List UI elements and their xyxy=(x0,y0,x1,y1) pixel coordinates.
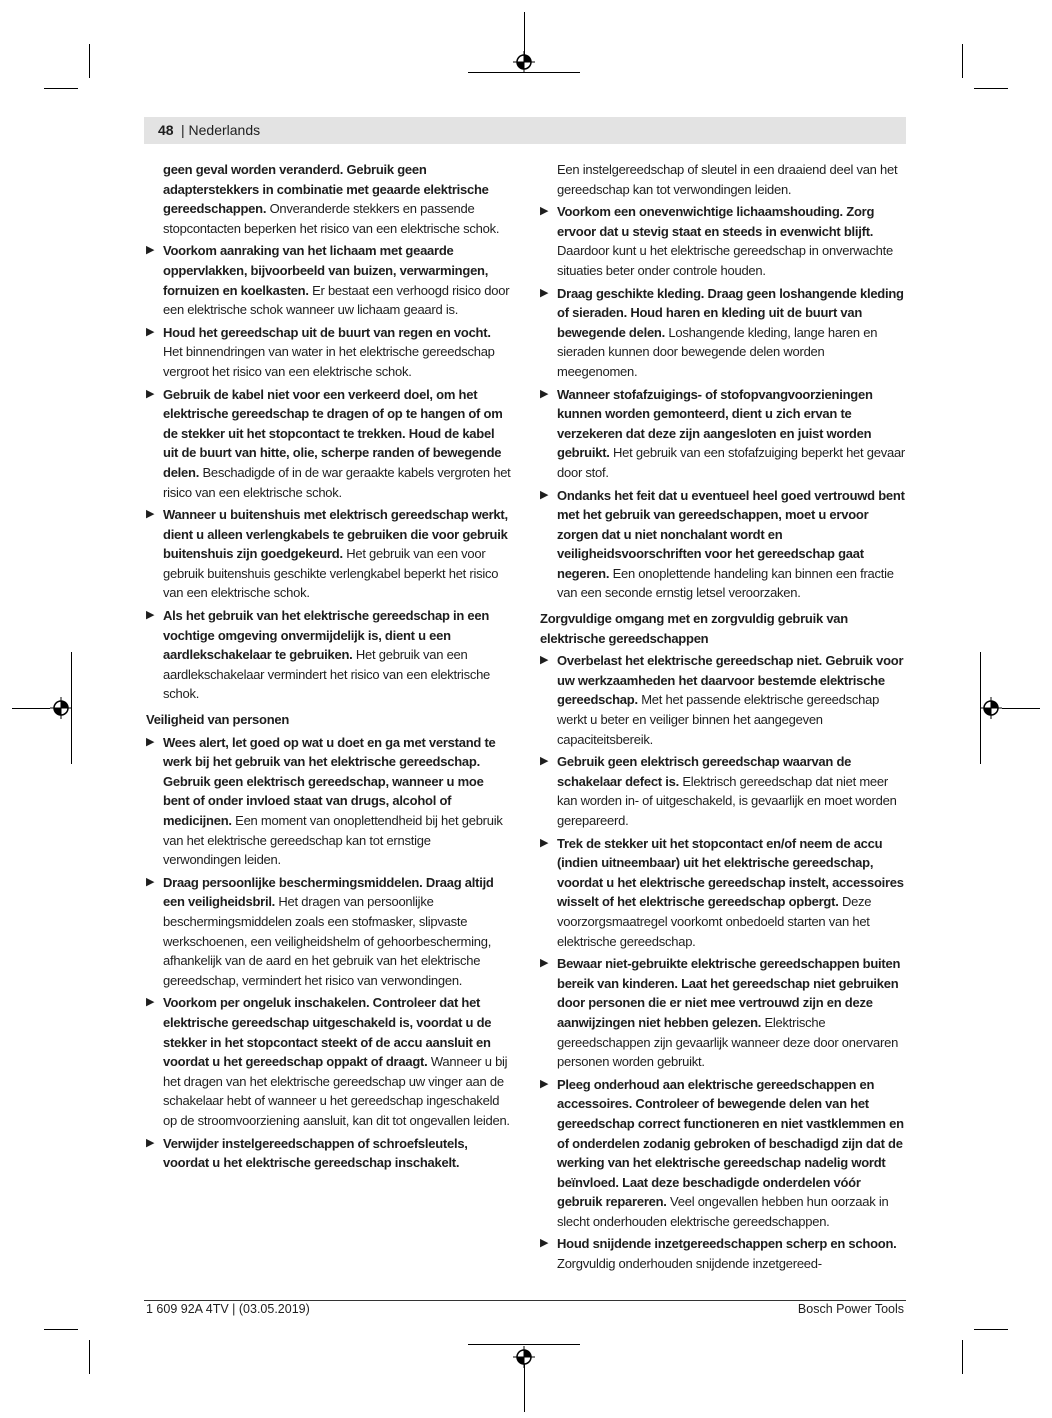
bullet-triangle-icon: ▶ xyxy=(540,1077,549,1090)
list-item: ▶ Voorkom een onevenwichtige lichaamshouding. Zorg ervoor dat u stevig staat en steeds in evenwicht blijft. Daardoor kunt u het elektrische gereedschap in onverwachte situaties beter onder controle houden. xyxy=(540,204,893,278)
bullet-triangle-icon: ▶ xyxy=(540,488,549,501)
bullet-triangle-icon: ▶ xyxy=(146,508,155,521)
continued-paragraph: geen geval worden veranderd. Gebruik geen adapterstekkers in combinatie met geaarde elektrische gereedschappen. Onveranderde stekkers en passende stopcontacten beperken het risico van een elektrische schok. xyxy=(163,162,500,236)
section-heading: Zorgvuldige omgang met en zorgvuldig gebruik van elektrische gereedschappen xyxy=(540,611,848,646)
crop-mark xyxy=(962,1340,963,1374)
crop-mark xyxy=(974,1329,1008,1330)
bullet-triangle-icon: ▶ xyxy=(540,836,549,849)
bullet-triangle-icon: ▶ xyxy=(540,654,549,667)
list-item: ▶ Wanneer stofafzuigings- of stofopvangvoorzieningen kunnen worden gemonteerd, dient u zich ervan te verzekeren dat deze zijn aangesloten en juist worden gebruikt. Het gebruik van een stofafzuiging beperkt het gevaar door stof. xyxy=(540,386,906,480)
left-column xyxy=(146,160,511,1176)
list-item: ▶ Voorkom aanraking van het lichaam met geaarde oppervlakken, bijvoorbeeld van buizen, verwarmingen, fornuizen en koelkasten. Er bestaat een verhoogd risico door een elektrische schok wanneer uw lichaam geaard is. xyxy=(146,243,510,318)
list-item: ▶ Trek de stekker uit het stopcontact en/of neem de accu (indien uitneembaar) uit het elektrische gereedschap, voordat u het elektrische gereedschap instelt, accessoires wisselt of het elektrische gereedschap opbergt. Deze voorzorgsmaatregel voorkomt onbedoeld starten van het elektrische gereedschap. xyxy=(540,835,904,949)
page-language: | Nederlands xyxy=(181,122,261,138)
registration-target-icon xyxy=(980,697,1002,719)
page-number: 48 xyxy=(158,122,174,138)
registration-target-icon xyxy=(513,1346,535,1368)
crop-mark xyxy=(89,1340,90,1374)
registration-line xyxy=(524,1364,525,1412)
bullet-triangle-icon: ▶ xyxy=(146,735,155,748)
list-item: ▶ Ondanks het feit dat u eventueel heel goed vertrouwd bent met het gebruik van gereedschappen, moet u ervoor zorgen dat u niet nonchalant wordt en veiligheidsvoorschriften voor het gereedschap gaat negeren. Een onoplettende handeling kan binnen een fractie van een seconde ernstig letsel veroorzaken. xyxy=(540,487,905,601)
bullet-triangle-icon: ▶ xyxy=(540,755,549,768)
bullet-triangle-icon: ▶ xyxy=(540,205,549,218)
list-item: ▶ Pleeg onderhoud aan elektrische gereedschappen en accessoires. Controleer of bewegende delen van het gereedschap correct functioneren en niet vastklemmen en of onderdelen zodanig gebroken of beschadigd zijn dat de werking van het elektrische gereedschap nadelig wordt beïnvloed. Laat deze beschadigde onderdelen vóór gebruik repareren. Veel ongevallen hebben hun oorzaak in slecht onderhouden elektrische gereedschappen. xyxy=(540,1076,904,1229)
bullet-triangle-icon: ▶ xyxy=(146,387,155,400)
registration-line xyxy=(12,708,50,709)
list-item: ▶ Wanneer u buitenshuis met elektrisch gereedschap werkt, dient u alleen verlengkabels te gebruiken die voor gebruik buitenshuis zijn goedgekeurd. Het gebruik van een voor gebruik buitenshuis geschikte verlengkabel beperkt het risico van een elektrische schok. xyxy=(146,507,508,601)
list-item: ▶ Verwijder instelgereedschappen of schroefsleutels, voordat u het elektrische gereedschap inschakelt. xyxy=(146,1135,468,1171)
bullet-triangle-icon: ▶ xyxy=(146,1136,155,1149)
bullet-triangle-icon: ▶ xyxy=(146,609,155,622)
crop-mark xyxy=(44,1329,78,1330)
list-item: ▶ Gebruik de kabel niet voor een verkeerd doel, om het elektrische gereedschap te dragen of op te hangen of om de stekker uit het stopcontact te trekken. Houd de kabel uit de buurt van hitte, olie, scherpe randen of bewegende delen. Beschadigde of in de war geraakte kabels vergroten het risico van een elektrische schok. xyxy=(146,386,511,500)
page-header xyxy=(144,117,906,144)
footer-brand: Bosch Power Tools xyxy=(797,1302,904,1316)
crop-mark xyxy=(962,44,963,78)
list-item: ▶ Overbelast het elektrische gereedschap niet. Gebruik voor uw werkzaamheden het daarvoor bestemde elektrische gereedschap. Met het passende elektrische gereedschap werkt u beter en veiliger binnen het aangegeven capaciteitsbereik. xyxy=(540,653,904,747)
crop-mark xyxy=(89,44,90,78)
bullet-triangle-icon: ▶ xyxy=(540,957,549,970)
bullet-triangle-icon: ▶ xyxy=(540,286,549,299)
list-item: ▶ Bewaar niet-gebruikte elektrische gereedschappen buiten bereik van kinderen. Laat het gereedschap niet gebruiken door personen die er niet mee vertrouwd zijn en deze aanwijzingen niet hebben gelezen. Elektrische gereedschappen zijn gevaarlijk wanneer deze door onervaren personen worden gebruikt. xyxy=(540,956,901,1070)
list-item: ▶ Houd het gereedschap uit de buurt van regen en vocht. Het binnendringen van water in het elektrische gereedschap vergroot het risico van een elektrische schok. xyxy=(146,324,495,379)
registration-target-icon xyxy=(50,697,72,719)
section-heading: Veiligheid van personen xyxy=(146,712,290,728)
continued-paragraph: Een instelgereedschap of sleutel in een draaiend deel van het gereedschap kan tot verwondingen leiden. xyxy=(557,162,898,197)
list-item: ▶ Draag geschikte kleding. Draag geen loshangende kleding of sieraden. Houd haren en kleding uit de buurt van bewegende delen. Loshangende kleding, lange haren en sieraden kunnen door bewegende delen worden meegenomen. xyxy=(540,285,904,379)
bullet-triangle-icon: ▶ xyxy=(540,387,549,400)
bullet-triangle-icon: ▶ xyxy=(146,875,155,888)
registration-line xyxy=(1002,708,1040,709)
bullet-triangle-icon: ▶ xyxy=(146,325,155,338)
list-item: ▶ Als het gebruik van het elektrische gereedschap in een vochtige omgeving onvermijdelijk is, dient u een aardlekschakelaar te gebruiken. Het gebruik van een aardlekschakelaar vermindert het risico van een elektrische schok. xyxy=(146,608,491,702)
list-item: ▶ Houd snijdende inzetgereedschappen scherp en schoon. Zorgvuldig onderhouden snijdende inzetgereed- xyxy=(540,1236,897,1272)
bullet-triangle-icon: ▶ xyxy=(146,244,155,257)
crop-mark xyxy=(44,88,78,89)
bullet-triangle-icon: ▶ xyxy=(540,1237,549,1250)
list-item: ▶ Draag persoonlijke beschermingsmiddelen. Draag altijd een veiligheidsbril. Het dragen van persoonlijke beschermingsmiddelen zoals een stofmasker, slipvaste werkschoenen, een veiligheidshelm of gehoorbescherming, afhankelijk van de aard en het gebruik van het elektrische gereedschap, vermindert het risico van verwondingen. xyxy=(146,874,494,988)
list-item: ▶ Wees alert, let goed op wat u doet en ga met verstand te werk bij het gebruik van het elektrische gereedschap. Gebruik geen elektrisch gereedschap, wanneer u moe bent of onder invloed staat van drugs, alcohol of medicijnen. Een moment van onoplettendheid bij het gebruik van het elektrische gereedschap kan tot ernstige verwondingen leiden. xyxy=(146,734,503,868)
registration-line xyxy=(468,1344,580,1345)
list-item: ▶ Voorkom per ongeluk inschakelen. Controleer dat het elektrische gereedschap uitgeschakeld is, voordat u de stekker in het stopcontact steekt of de accu aansluit en voordat u het gereedschap oppakt of draagt. Wanneer u bij het dragen van het elektrische gereedschap uw vinger aan de schakelaar hebt of wanneer u het gereedschap ingeschakeld op de stroomvoorziening aansluit, kan dit tot ongevallen leiden. xyxy=(146,995,510,1128)
crop-mark xyxy=(974,88,1008,89)
right-column xyxy=(540,160,905,1277)
bullet-triangle-icon: ▶ xyxy=(146,996,155,1009)
list-item: ▶ Gebruik geen elektrisch gereedschap waarvan de schakelaar defect is. Elektrisch gereedschap dat niet meer kan worden in- of uitgeschakeld, is gevaarlijk en moet worden gerepareerd. xyxy=(540,754,897,828)
footer-doc-number: 1 609 92A 4TV | (03.05.2019) xyxy=(146,1302,310,1316)
footer-divider xyxy=(144,1300,906,1301)
registration-target-icon xyxy=(513,51,535,73)
